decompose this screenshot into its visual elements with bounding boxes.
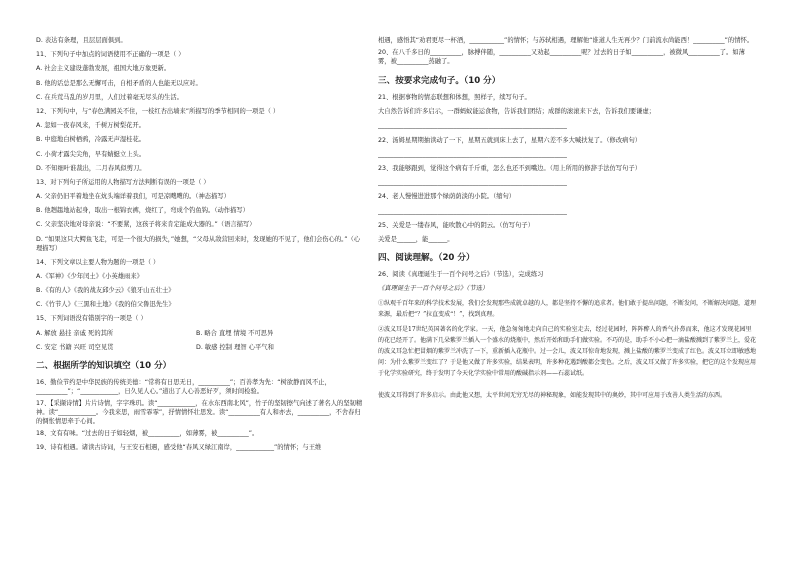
option-line: B.《有的人》《我的战友邱少云》《狼牙山五壮士》 <box>36 287 175 294</box>
fill-question-18: 18、文有有味。“过去的日子如轻烟，被__________，如薄雾，被__________”。 <box>36 429 259 437</box>
section-heading-3: 三、按要求完成句子。（10 分） <box>378 76 501 86</box>
passage-title: 《真理诞生于一百个问号之后》（节选） <box>378 285 489 293</box>
option-line: A. 社会主义建设蓬勃发展，祖国大地万象更新。 <box>36 65 171 73</box>
fill-question-19: 19、诗有相遇。诸读古诗词，与王安石相遇，感受他“春风又绿江南岸，____________”的情怀；与王维 <box>36 444 322 452</box>
option-line: B. 中庭地白树栖鸦，冷露无声湿桂花。 <box>36 136 146 144</box>
option-word: A. 解放 悬挂 亲戚 死的其所 <box>36 329 114 337</box>
answer-line[interactable]: ____________________________________________________________ <box>378 150 567 158</box>
option-line: C. 在兵荒马乱的岁月里，人们过着毫无尽头的生活。 <box>36 93 183 101</box>
question-21: 21、根据事物的情态联想和体想，照样子，续写句子。 <box>378 94 531 101</box>
option-line: B. 他的话总是那么无懈可击，自相矛盾的人也能无以应对。 <box>36 79 202 87</box>
option-line: C.《竹节人》《三黑和土地》《我的伯父鲁迅先生》 <box>36 301 175 309</box>
answer-line[interactable]: ____________________________________________________________ <box>378 122 567 130</box>
option-line: A. 父亲仍旧平着地坐在炕头端详着我们，可是凉飕飕的。（神态描写） <box>36 193 230 201</box>
options-row <box>36 329 366 343</box>
section-heading-2: 二、根据所学的知识填空（10 分） <box>36 360 172 371</box>
question-22: 22、汤姆星期期抽读动了一下，星期五就到床上去了，星期六差不多大喊扶复了。（修改病句） <box>378 136 642 144</box>
fill-question-16: 16、勤俭节约是中华民族的传统美德：“常将有日思无日，__________”；百善孝为先：“树欲静而风不止，__________”；“____________，日久见人心。”道出了人心善恶好歹，须时间检验。 <box>36 378 331 395</box>
fill-question-19-cont: 相遇，感悟其“劝君更尽一杯酒，___________”的情怀；与苏轼相遇，理解他“谁道人生无再少？门前流水尚能西！__________”的情怀。 <box>378 37 754 44</box>
question-26: 26、阅读《真理诞生于一百个问号之后》（节选），完成练习 <box>378 271 544 279</box>
option-line: D. 不知细叶谁裁出，二月春风似剪刀。 <box>36 164 146 172</box>
passage-paragraph-3: 使波义耳得到了许多启示。由此他又想，太平世间无穷无尽的神秘现象，如能发现其中的奥妙，其中可应用于改善人类生活的东西。 <box>378 392 727 400</box>
option-line: A. 忽如一夜春风来，千树万树梨花开。 <box>36 122 145 130</box>
passage-paragraph-1: ①纵观千百年来的科学技术发展，我们会发现那些成就卓越的人，都是坚持不懈的追求者。他们敢于提出问题，不断发问，不断解决问题，道理来源，最后把“？”拉直变成“！”，找到真理。 <box>378 300 757 319</box>
passage-paragraph-2: ②波义耳是17世纪英国著名的化学家。一天，他急匆匆地走向自己的实验室走去，经过花园时，阵阵醉人的香气扑鼻而来，他这才发现花园里的花已经开了。他满下几朵紫罗兰插入一个盛水的烧瓶中，然后开始和助手们做实验。不巧的是，助手不小心把一滴盐酸溅到了紫罗兰上，爱花的波义耳急忙把冒烟的紫罗兰冲洗了一下，重新插入花瓶中。过一会儿，波义耳惊奇地发现，溅上盐酸的紫罗兰变成了红色。波义耳立即敏感地问：为什么紫罗兰变红了？于是他又做了许多实验，结果表明，许多种花遇到酸都会变色。之后，波义耳又做了许多实验，把它的这个发现应用于化学实验研究，终于发明了今天化学实验中常用的酸碱指示剂——石蕊试纸。 <box>378 326 756 378</box>
question-14: 14、下列文章以主要人物为题的一项是（ ） <box>36 258 160 266</box>
options-row <box>36 343 366 357</box>
question-12: 12、下列句中，与“春色满园关不住，一枝红杏出墙来”所描写的季节相同的一项是（ ） <box>36 107 280 115</box>
option-line: D. “如果这只大鳄鱼飞走，可是一个很大的损失，”她想，“父母从敌营回来时，发现她的不见了，他们会伤心的。”（心理描写） <box>36 235 361 252</box>
question-25: 25、关爱是一缕春风，能吹散心中的阴云。（仿写句子） <box>378 221 534 229</box>
question-11: 11、下列句子中加点的词语使用不正确的一项是（ ） <box>36 51 185 59</box>
question-13: 13、对下列句子所运用的人物描写方法判断有误的一项是（ ） <box>36 178 210 186</box>
section-heading-4: 四、阅读理解。（20 分） <box>378 253 475 264</box>
option-word: C. 安定 书籍 兴旺 司空见贯 <box>36 343 114 351</box>
question-15: 15、下列词语没有错别字的一项是（ ） <box>36 315 147 323</box>
question-25-answer[interactable]: 关爱是______，能______。 <box>378 235 454 243</box>
fill-question-17: 17、【采撷诗情】片片诗情，字字珠玑。读“____________，在水东西南北风”，竹子的坚韧擦气向述了著名人的坚韧精神。读“____________。今我来思，雨雪霏霏”，抒情情怀壮思发。读“__________有人和亦去，__________，不舍春归的惆怅情思牵于心间。 <box>36 399 363 425</box>
option-word: B. 略合 直埋 情境 不可思异 <box>196 329 274 337</box>
question-24: 24、老人慢慢进进那个绿荫荫淡的小院。（缩句） <box>378 193 516 201</box>
option-line: A.《军神》《少年闰土》《小英雄雨来》 <box>36 272 143 280</box>
option-line: B. 他趔趄地站起身，取出一根锦衣裤，烧红了，弯成个钓鱼钩。（动作描写） <box>36 207 249 215</box>
option-line: C. 父亲坚决地对母亲说：“不要紧，这孩子将来肯定能成大器的。”（语言描写） <box>36 221 256 229</box>
right-column <box>378 36 756 412</box>
left-column <box>36 36 366 457</box>
option-word: D. 敏感 控制 理智 心平气和 <box>196 343 274 351</box>
answer-line[interactable]: ____________________________________________________________ <box>378 179 567 187</box>
fill-question-20: 20、在八千多日的__________，脉搏伴随，__________又劝起__________呢？过去的日子如__________，被微风__________了。如薄雾，被__________蒸融了。 <box>378 49 745 65</box>
answer-line[interactable]: ____________________________________________________________ <box>378 207 567 215</box>
text-line: D. 表达有条理，且层层面俱到。 <box>36 37 127 44</box>
question-23: 23、我能够跟到，觉得这个病有千斤重，怎么也还不到嘴边。（用上所用的修辞手法仿写句子） <box>378 164 642 172</box>
question-21-example: 大自然告诉们许多启示，一群蚂蚁能运食物，告诉我们团结；成群的滚滚来下去，告诉我们要谦虚； <box>378 108 656 116</box>
option-line: C. 小荷才露尖尖角，早有蜻蜓立上头。 <box>36 150 146 158</box>
